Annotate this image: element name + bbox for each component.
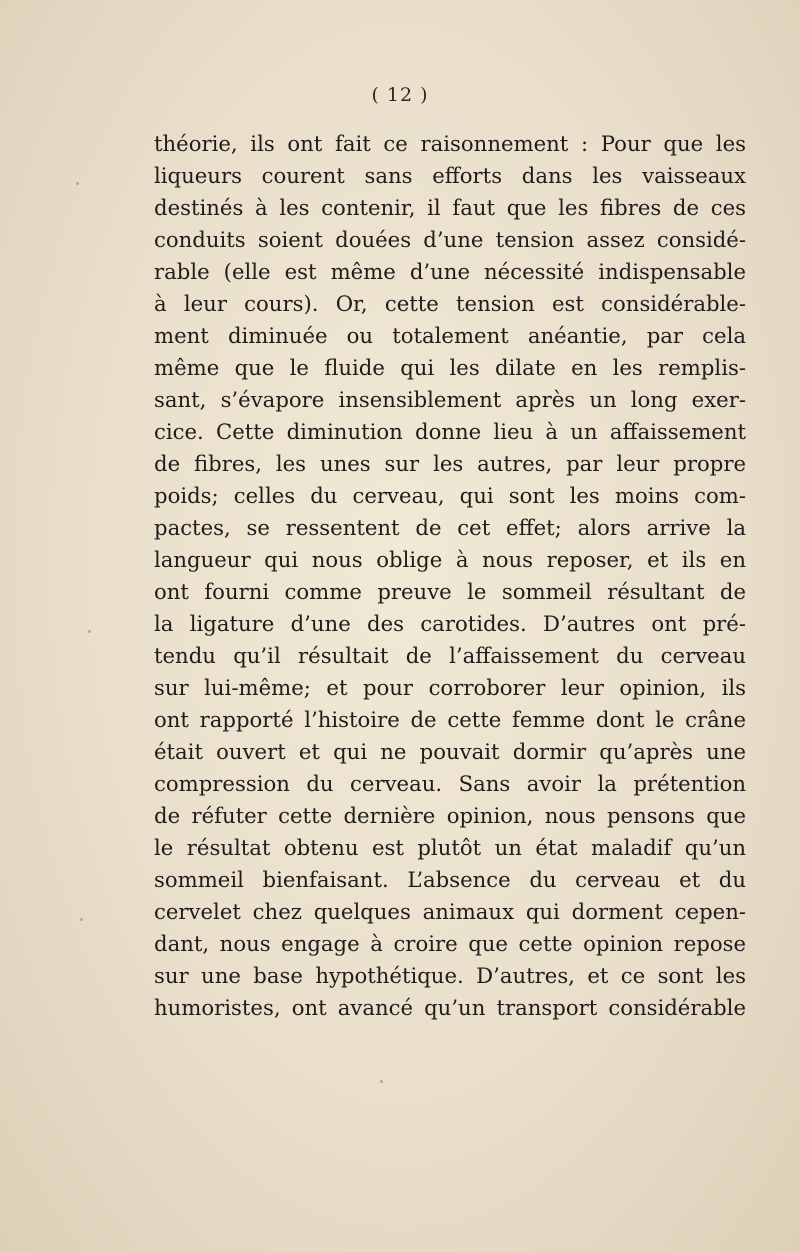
text-line: même que le fluide qui les dilate en les remplis- [154,355,746,380]
text-line: sur lui-même; et pour corroborer leur opinion, ils [154,675,746,700]
text-line: ont rapporté l’histoire de cette femme dont le crâne [154,707,746,732]
text-line: était ouvert et qui ne pouvait dormir qu’après une [154,739,746,764]
text-line: compression du cerveau. Sans avoir la prétention [154,771,746,796]
text-line: cice. Cette diminution donne lieu à un affaissement [154,419,746,444]
text-line: destinés à les contenir, il faut que les fibres de ces [154,195,746,220]
text-line: conduits soient douées d’une tension assez considé- [154,227,746,252]
text-line: humoristes, ont avancé qu’un transport considérable [154,995,746,1020]
text-line: la ligature d’une des carotides. D’autres ont pré- [154,611,746,636]
paper-speck [88,630,91,633]
text-line: liqueurs courent sans efforts dans les vaisseaux [154,163,746,188]
text-line: tendu qu’il résultait de l’affaissement du cerveau [154,643,746,668]
body-text [154,128,746,1024]
text-line: de réfuter cette dernière opinion, nous pensons que [154,803,746,828]
text-line: rable (elle est même d’une nécessité indispensable [154,259,746,284]
text-line: sur une base hypothétique. D’autres, et ce sont les [154,963,746,988]
text-line: théorie, ils ont fait ce raisonnement : Pour que les [154,131,746,156]
text-line: cervelet chez quelques animaux qui dorment cepen- [154,899,746,924]
text-line: de fibres, les unes sur les autres, par leur propre [154,451,746,476]
text-line: le résultat obtenu est plutôt un état maladif qu’un [154,835,746,860]
text-line: langueur qui nous oblige à nous reposer, et ils en [154,547,746,572]
text-line: poids; celles du cerveau, qui sont les moins com- [154,483,746,508]
text-line: ont fourni comme preuve le sommeil résultant de [154,579,746,604]
text-line: ment diminuée ou totalement anéantie, par cela [154,323,746,348]
text-line: dant, nous engage à croire que cette opinion repose [154,931,746,956]
text-line: sommeil bienfaisant. L’absence du cerveau et du [154,867,746,892]
paper-speck [380,1080,383,1083]
paper-speck [76,182,79,185]
paper-speck [80,918,83,921]
text-line: à leur cours). Or, cette tension est considérable- [154,291,746,316]
page-number: ( 12 ) [371,84,429,106]
text-line: pactes, se ressentent de cet effet; alors arrive la [154,515,746,540]
text-line: sant, s’évapore insensiblement après un long exer- [154,387,746,412]
